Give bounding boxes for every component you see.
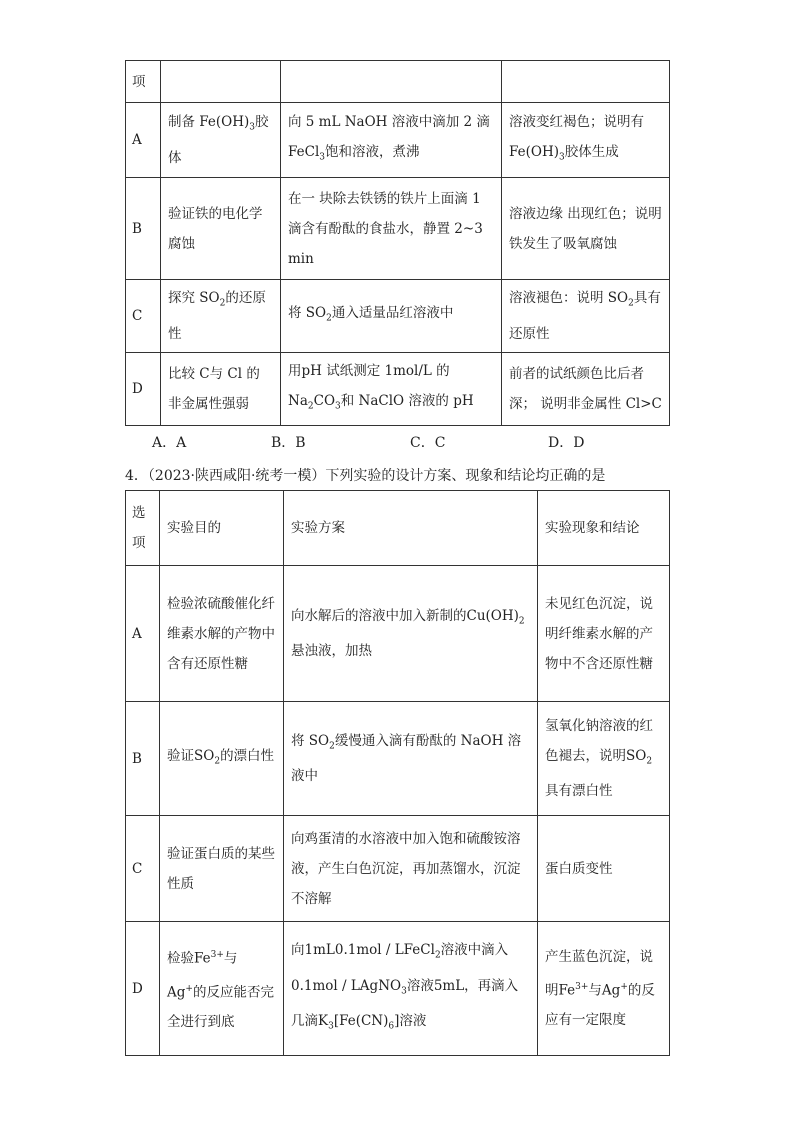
option-a: A．A <box>152 435 187 451</box>
row-label: C <box>126 816 160 922</box>
result-cell: 溶液褪色：说明 $SO_2$具有还原性 <box>502 280 670 353</box>
experiment-table-2 <box>125 490 670 1056</box>
option-c: C．C <box>410 435 446 451</box>
result-cell: 产生蓝色沉淀，说明$Fe^{3+}$与Ag+的反应有一定限度 <box>538 922 670 1056</box>
method-cell: 将 $SO_2$缓慢通入滴有酚酞的 NaOH 溶液中 <box>284 702 538 816</box>
row-label: C <box>126 280 161 353</box>
row-label: A <box>126 566 160 702</box>
result-cell: 前者的试纸颜色比后者深； 说明非金属性 Cl>C <box>502 353 670 426</box>
question-4-stem: 4．（2023·陕西咸阳·统考一模）下列实验的设计方案、现象和结论均正确的是 <box>125 468 606 484</box>
result-cell: 蛋白质变性 <box>538 816 670 922</box>
purpose-cell: 比较 C与 Cl 的非金属性强弱 <box>161 353 281 426</box>
purpose-cell: 检验$Fe^{3+}$与Ag+的反应能否完全进行到底 <box>160 922 284 1056</box>
row-label: D <box>126 353 161 426</box>
method-cell: 向鸡蛋清的水溶液中加入饱和硫酸铵溶液，产生白色沉淀，再加蒸馏水，沉淀不溶解 <box>284 816 538 922</box>
option-d: D．D <box>548 435 585 451</box>
row-label: A <box>126 103 161 178</box>
table-row <box>126 702 670 816</box>
method-cell: 在一 块除去铁锈的铁片上面滴 1 滴含有酚酞的食盐水，静置 2~3 min <box>281 178 502 280</box>
table-header-row <box>126 491 670 566</box>
table-row <box>126 61 670 103</box>
purpose-cell: 检验浓硫酸催化纤维素水解的产物中含有还原性糖 <box>160 566 284 702</box>
purpose-cell: 制备 $Fe(OH)_3$胶体 <box>161 103 281 178</box>
table-row <box>126 280 670 353</box>
header-cell: 实验目的 <box>160 491 284 566</box>
result-cell: 溶液边缘 出现红色；说明铁发生了吸氧腐蚀 <box>502 178 670 280</box>
method-cell: 用pH 试纸测定 1mol/L 的 $Na_2CO_3$和 NaClO 溶液的 pH <box>281 353 502 426</box>
header-cell: 实验方案 <box>284 491 538 566</box>
purpose-cell: 验证蛋白质的某些性质 <box>160 816 284 922</box>
table-row <box>126 103 670 178</box>
table-row <box>126 353 670 426</box>
result-cell: 溶液变红褐色；说明有$Fe(OH)_3$胶体生成 <box>502 103 670 178</box>
table-row <box>126 922 670 1056</box>
result-cell: 氢氧化钠溶液的红色褪去，说明$SO_2$具有漂白性 <box>538 702 670 816</box>
header-cell: 选项 <box>126 491 160 566</box>
method-cell: 将 $SO_2$通入适量品红溶液中 <box>281 280 502 353</box>
row-label: B <box>126 702 160 816</box>
table-row <box>126 566 670 702</box>
result-cell: 未见红色沉淀，说明纤维素水解的产物中不含还原性糖 <box>538 566 670 702</box>
row-label: B <box>126 178 161 280</box>
method-cell: 向水解后的溶液中加入新制的$Cu(OH)_2$悬浊液，加热 <box>284 566 538 702</box>
header-cell: 实验现象和结论 <box>538 491 670 566</box>
purpose-cell: 验证铁的电化学腐蚀 <box>161 178 281 280</box>
purpose-cell: 验证$SO_2$的漂白性 <box>160 702 284 816</box>
table-row <box>126 816 670 922</box>
method-cell: 向 5 mL NaOH 溶液中滴加 2 滴 FeCl$_3$饱和溶液，煮沸 <box>281 103 502 178</box>
row-label: D <box>126 922 160 1056</box>
option-b: B．B <box>271 435 306 451</box>
header-cell: 项 <box>126 61 161 103</box>
method-cell: 向1mL0.1mol / LFeCl$_2$溶液中滴入 0.1mol / LAgNO$_3$溶液5mL，再滴入几滴$K_3[Fe(CN)_6]$溶液 <box>284 922 538 1056</box>
purpose-cell: 探究 $SO_2$的还原性 <box>161 280 281 353</box>
experiment-table-1 <box>125 60 670 426</box>
table-row <box>126 178 670 280</box>
